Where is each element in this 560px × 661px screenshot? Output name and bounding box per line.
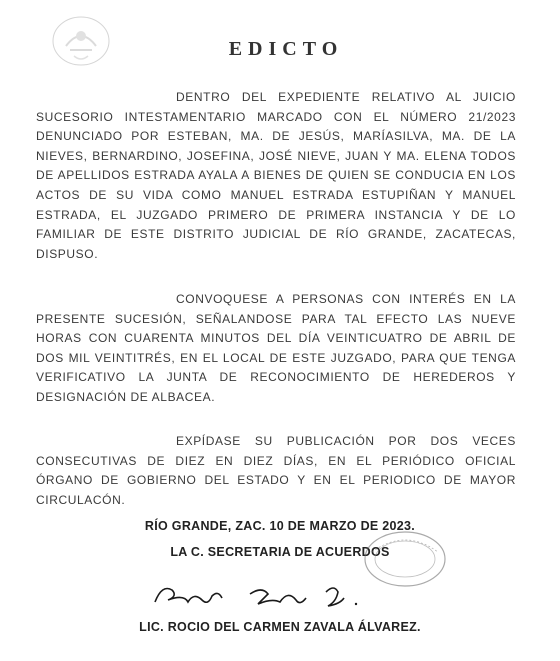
document-title: EDICTO [228,38,344,60]
paragraph-1-text: DENTRO DEL EXPEDIENTE RELATIVO AL JUICIO SUCESORIO INTESTAMENTARIO MARCADO CON EL NÚMERO 21/2023 DENUNCIADO POR ESTEBAN, MA. DE JESÚS, MARÍASILVA, MA. DE LA NIEVES, BERNARDINO, JOSEFINA, JOSÉ NIEVE, JUAN Y MA. ELENA TODOS DE APELLIDOS ESTRADA AYALA A BIENES DE QUIEN SE CONDUCIA EN LOS ACTOS DE SU VIDA COMO MANUEL ESTRADA ESTUPIÑAN Y MANUEL ESTRADA, EL JUZGADO PRIMERO DE PRIMERA INSTANCIA Y DE LO FAMILIAR DE ESTE DISTRITO JUDICIAL DE RÍO GRANDE, ZACATECAS, DISPUSO. [36,90,516,261]
paragraph-convocation [36,290,516,408]
secretary-title: LA C. SECRETARIA DE ACUERDOS [170,545,390,559]
signer-name: LIC. ROCIO DEL CARMEN ZAVALA ÁLVAREZ. [139,620,421,634]
paragraph-publication [36,432,516,510]
handwritten-signature-icon [150,576,390,616]
paragraph-case-details [36,88,516,264]
paragraph-2-text: CONVOQUESE A PERSONAS CON INTERÉS EN LA PRESENTE SUCESIÓN, SEÑALANDOSE PARA TAL EFECTO LAS NUEVE HORAS CON CUARENTA MINUTOS DEL DÍA VEINTICUATRO DE ABRIL DE DOS MIL VEINTITRÉS, EN EL LOCAL DE ESTE JUZGADO, PARA QUE TENGA VERIFICATIVO LA JUNTA DE RECONOCIMIENTO DE HEREDEROS Y DESIGNACIÓN DE ALBACEA. [36,292,516,404]
paragraph-3-text: EXPÍDASE SU PUBLICACIÓN POR DOS VECES CONSECUTIVAS DE DIEZ EN DIEZ DÍAS, EN EL PERIÓDICO OFICIAL ÓRGANO DE GOBIERNO DEL ESTADO Y EN EL PERIODICO DE MAYOR CIRCULACÓN. [36,434,516,507]
place-and-date: RÍO GRANDE, ZAC. 10 DE MARZO DE 2023. [144,519,416,533]
